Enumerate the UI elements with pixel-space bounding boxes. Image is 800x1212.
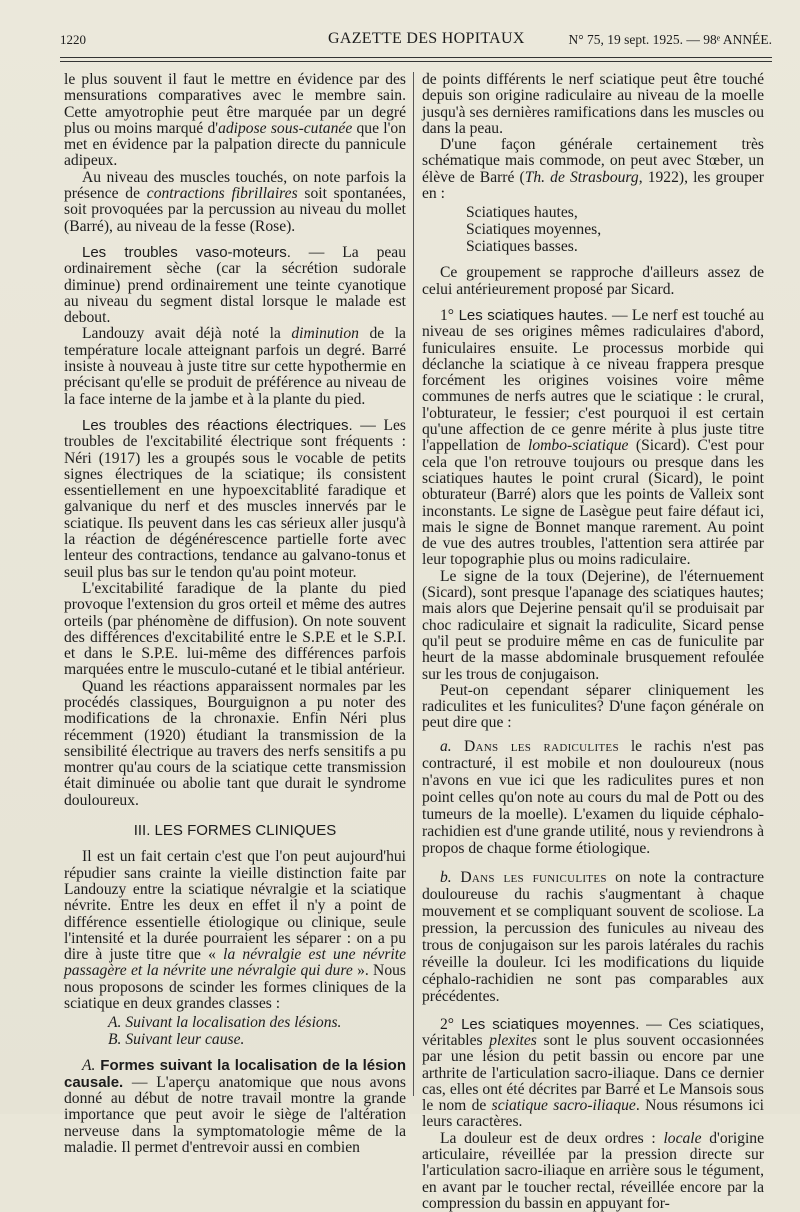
page-number: 1220	[60, 32, 86, 47]
paragraph: Il est un fait certain c'est que l'on peut aujourd'hui répudier sans crainte la vieille distinction faite par Landouzy entre la sciatique névralgie et la sciatique névrite. Entre les deux en effet il n'y a point de différence essentielle étiologique ou clinique, seule l'intensité et la durée pourraient les séparer : on a pu dire à juste titre que « la névralgie est une névrite passagère et la névrite une névralgie qui dure ». Nous nous proposons de scinder les formes cliniques de la sciatique en deux grandes classes :	[64, 848, 406, 1013]
paragraph-medium: 2° Les sciatiques moyennes. — Ces sciatiques, véritables plexites sont le plus souvent occasionnées par une lésion du petit bassin ou encore par une arthrite de l'articulation sacro-iliaque. Dans ce dernier cas, elles ont été décrites par Barré et Le Mansois sous le nom de sciatique sacro-iliaque. Nous résumons ici leurs caractères.	[422, 1015, 765, 1131]
paragraph: La douleur est de deux ordres : locale d'origine articulaire, réveillée par la pression directe sur l'articulation sacro-iliaque en arrière sous le tégument, en avant par le toucher rectal, réveillée encore par la compression du bassin en appuyant for-	[422, 1129, 764, 1212]
paragraph: Au niveau des muscles touchés, on note parfois la présence de contractions fibrillaires soit spontanées, soit provoquées par la percussion au niveau du mollet (Barré), au niveau de la fesse (Rose).	[64, 168, 406, 235]
run-in-heading: Les sciatiques hautes.	[454, 306, 608, 324]
right-column	[422, 72, 764, 1212]
run-in-heading: Les troubles vaso-moteurs.	[82, 243, 291, 261]
section-heading: III. LES FORMES CLINIQUES	[133, 822, 337, 840]
list-item: B. Suivant leur cause.	[108, 1031, 245, 1049]
left-column	[64, 72, 406, 1156]
list-item: Sciatiques basses.	[466, 238, 578, 256]
paragraph: L'excitabilité faradique de la plante du pied provoque l'extension du gros orteil et même des autres orteils (par phénomène de diffusion). On note souvent des différences d'excitabilité entre le S.P.E et le S.P.I. et dans le S.P.E. lui-même des différences parfois marquées entre le musculo-cutané et le tibial antérieur.	[64, 579, 406, 679]
paragraph: le plus souvent il faut le mettre en évidence par des mensurations comparatives avec le membre sain. Cette amyotrophie peut être marquée par un degré plus ou moins marqué d'adipose sous-cutanée que l'on met en évidence par la palpation directe du pannicule adipeux.	[64, 71, 406, 170]
paragraph: Landouzy avait déjà noté la diminution de la température locale atteignant parfois un degré. Barré insiste à nouveau à juste titre sur cette hypothermie en précisant qu'elle se produit de préférence au niveau de la face interne de la jambe et à la plante du pied.	[64, 325, 406, 408]
paragraph: D'une façon générale certainement très schématique mais commode, on peut avec Stœber, un élève de Barré (Th. de Strasbourg, 1922), les grouper en :	[422, 136, 764, 203]
paragraph: de points différents le nerf sciatique peut être touché depuis son origine radiculaire au niveau de la moelle jusqu'à ses dernières ramifications dans les muscles ou dans la peau.	[422, 71, 764, 137]
paragraph: Le signe de la toux (Dejerine), de l'éternuement (Sicard), sont presque l'apanage des sciatiques hautes; mais alors que Dejerine pensait qu'il se produisait par choc radiculaire et signait la radiculite, Sicard pense qu'il peut se produire même en cas de funiculite par heurt de la masse abdominale brusquement refoulée sur les trous de conjugaison.	[422, 567, 764, 683]
classification-list	[64, 1014, 406, 1048]
subpoint-b: b. Dans les funiculites on note la contracture douloureuse du rachis s'augmentant à chaque mouvement et se compliquant souvent de scoliose. La pression, la percussion des funicules au niveau des trous de conjugaison sur les parois latérales du rachis réveille la douleur. Ici les modifications du liquide céphalo-rachidien ne sont pas comparables aux précédentes.	[422, 868, 764, 1005]
paragraph-vasomotor: Les troubles vaso-moteurs. — La peau ordinairement sèche (car la sécrétion sudorale diminue) prend ordinairement une teinte cyanotique au niveau du segment distal lorsque le malade est debout.	[64, 243, 407, 327]
issue-info: N° 75, 19 sept. 1925. — 98ᵉ ANNÉE.	[568, 32, 772, 47]
small-caps-heading: Dans les radiculites	[451, 737, 619, 755]
column-divider	[413, 72, 414, 1096]
small-caps-heading: Dans les funiculites	[451, 868, 607, 886]
header-rule-bottom	[60, 61, 772, 62]
paragraph: Peut-on cependant séparer cliniquement les radiculites et les funiculites? D'une façon générale on peut dire que :	[422, 681, 764, 732]
journal-title: GAZETTE DES HOPITAUX	[328, 30, 525, 47]
paragraph-electric: Les troubles des réactions électriques. — Les troubles de l'excitabilité électrique sont fréquents : Néri (1917) les a groupés sous le vocable de petits signes électriques de la sciatique; ils consistent essentiellement en une hypoexcitablité faradique et galvanique du nerf et des muscles innervés par le sciatique. Ils peuvent dans les cas sérieux aller jusqu'à la réaction de dégénérescence partielle forte avec lenteur des contractions, tendance au galvano-tonus et seuil plus bas sur le tendon qu'au point moteur.	[64, 416, 406, 581]
list-item: Sciatiques hautes,	[466, 204, 578, 222]
paragraph: Quand les réactions apparaissent normales par les procédés classiques, Bourguignon a pu noter des modifications de la chronaxie. Enfin Néri plus récemment (1920) étudiant la transmission de la sensibilité électrique au travers des nerfs sensitifs a pu montrer qu'au cours de la sciatique cette transmission était diminuée ou abolie tant que durait le syndrome douloureux.	[64, 677, 406, 809]
paragraph-high: 1° Les sciatiques hautes. — Le nerf est touché au niveau de ses origines mêmes radiculaires d'abord, funiculaires ensuite. Le processus morbide qui déclanche la sciatique à ce niveau frappera presque forcément les origines voisines voire même communes de nerfs autres que le sciatique : le crural, l'obturateur, le fessier; c'est pourquoi il est certain qu'une affection de ce genre mérite à plus juste titre l'appellation de lombo-sciatique (Sicard). C'est pour cela que l'on retrouve toujours ou presque dans les sciatiques hautes le point crural (Sicard), le point obturateur (Barré) alors que les points de Valleix sont inconstants. Le signe de Lasègue peut faire défaut ici, mais le signe de Bonnet manque rarement. Au point de vue des autres troubles, l'attention sera attirée par leur topographie plus ou moins radiculaire.	[422, 306, 765, 569]
run-in-heading: Les troubles des réactions électriques.	[82, 416, 353, 434]
subpoint-a: a. Dans les radiculites le rachis n'est pas contracturé, il est mobile et non douloureux (nous n'avons en vue ici que les radiculites pures et non point celles qu'on note au cours du mal de Pott ou des tumeurs de la moelle). L'examen du liquide céphalo-rachidien est d'une grande utilité, nous y reviendrons à propos de chaque forme étiologique.	[422, 737, 764, 857]
header-rule-top	[60, 57, 772, 58]
group-list	[422, 204, 764, 255]
run-in-heading: Les sciatiques moyennes.	[454, 1015, 640, 1033]
paragraph: Ce groupement se rapproche d'ailleurs assez de celui antérieurement proposé par Sicard.	[422, 264, 764, 298]
bold-heading: Formes suivant la localisation de la lésion causale.	[64, 1057, 406, 1091]
running-header	[60, 30, 772, 52]
list-item: A. Suivant la localisation des lésions.	[108, 1014, 342, 1032]
list-item: Sciatiques moyennes,	[466, 221, 602, 239]
paragraph-forms: A. Formes suivant la localisation de la lésion causale. — L'aperçu anatomique que nous avons donné au début de notre travail montre la grande importance que peut avoir le siège de l'altération nerveuse dans la symptomatologie même de la maladie. Il permet d'entrevoir aussi en combien	[64, 1057, 406, 1156]
